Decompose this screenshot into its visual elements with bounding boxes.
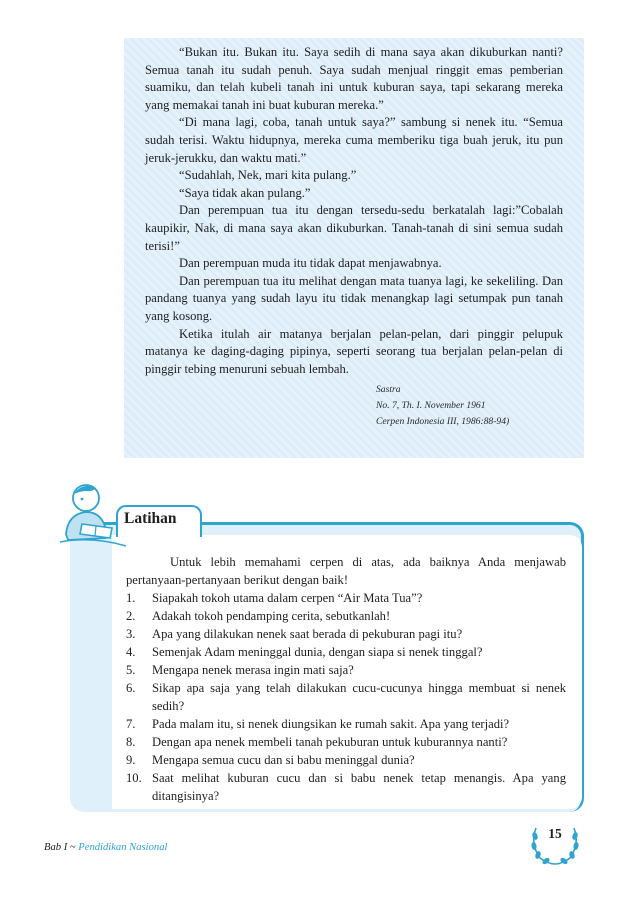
story-paragraph: Dan perempuan tua itu dengan tersedu-sedu berkatalah lagi:”Cobalah kaupikir, Nak, di mana saya akan dikuburkan. Tanah-tanah di sini semua sudah terisi!”: [145, 203, 563, 253]
source-line: Cerpen Indonesia III, 1986:88-94): [376, 416, 510, 427]
story-source: [376, 382, 509, 430]
page-footer: [44, 842, 167, 853]
question-text: Semenjak Adam meninggal dunia, dengan siapa si nenek tinggal?: [152, 645, 483, 659]
question-number: 1.: [126, 591, 136, 605]
question-text: Mengapa nenek merasa ingin mati saja?: [152, 663, 354, 677]
question-number: 10.: [126, 771, 142, 785]
question-text: Apa yang dilakukan nenek saat berada di pekuburan pagi itu?: [152, 627, 463, 641]
question-text: Sikap apa saja yang telah dilakukan cucu-cucunya hingga membuat si nenek sedih?: [152, 681, 566, 713]
question-item: [126, 679, 566, 715]
story-paragraph: “Di mana lagi, coba, tanah untuk saya?” sambung si nenek itu. “Semua sudah terisi. Waktu hidupnya, mereka cuma memberiku tiga buah jeruk, itu pun jeruk-jerukku, dan waktu mati.”: [145, 115, 563, 165]
chapter-label: Bab I ~: [44, 842, 79, 853]
source-line: Sastra: [376, 384, 401, 395]
question-item: [126, 769, 566, 805]
question-number: 3.: [126, 627, 136, 641]
question-item: [126, 625, 566, 643]
story-paragraph: “Sudahlah, Nek, mari kita pulang.”: [179, 168, 357, 183]
question-item: [126, 607, 566, 625]
question-text: Pada malam itu, si nenek diungsikan ke rumah sakit. Apa yang terjadi?: [152, 717, 510, 731]
story-paragraph: Dan perempuan muda itu tidak dapat menjawabnya.: [179, 256, 442, 271]
question-text: Dengan apa nenek membeli tanah pekuburan untuk kuburannya nanti?: [152, 735, 508, 749]
question-text: Mengapa semua cucu dan si babu meninggal dunia?: [152, 753, 415, 767]
question-number: 5.: [126, 663, 136, 677]
subject-label: Pendidikan Nasional: [78, 842, 168, 853]
question-item: [126, 643, 566, 661]
story-paragraph: “Bukan itu. Bukan itu. Saya sedih di mana saya akan dikuburkan nanti? Semua tanah itu sudah penuh. Saya sudah menjual ringgit emas pemberian suamiku, dan telah kubeli tanah ini untuk kuburan saya, tapi sekarang mereka yang memakai tanah ini buat kuburan mereka.”: [145, 45, 563, 112]
story-paragraph: Ketika itulah air matanya berjalan pelan-pelan, dari pinggir pelupuk matanya ke daging-daging pipinya, seperti seorang tua berjalan pelan-pelan di pinggir tebing menuruni sebuah lembah.: [145, 326, 563, 376]
question-text: Saat melihat kuburan cucu dan si babu nenek tetap menangis. Apa yang ditangisinya?: [152, 771, 566, 803]
question-text: Siapakah tokoh utama dalam cerpen “Air Mata Tua”?: [152, 591, 423, 605]
source-line: No. 7, Th. I. November 1961: [376, 400, 486, 411]
question-list: [126, 589, 566, 805]
question-number: 2.: [126, 609, 136, 623]
page-number: 15: [548, 826, 562, 841]
question-item: [126, 661, 566, 679]
question-number: 6.: [126, 681, 136, 695]
question-item: [126, 589, 566, 607]
question-number: 9.: [126, 753, 136, 767]
question-number: 8.: [126, 735, 136, 749]
exercise-intro: Untuk lebih memahami cerpen di atas, ada baiknya Anda menjawab pertanyaan-pertanyaan berikut dengan baik!: [126, 555, 566, 587]
story-text: [145, 44, 563, 378]
question-text: Adakah tokoh pendamping cerita, sebutkanlah!: [152, 609, 391, 623]
story-paragraph: “Saya tidak akan pulang.”: [179, 185, 311, 200]
section-title: Latihan: [124, 510, 177, 527]
question-item: [126, 751, 566, 769]
story-paragraph: Dan perempuan tua itu melihat dengan mata tuanya lagi, ke sekeliling. Dan pandang tuanya yang sudah layu itu tidak menangkap lagi setumpak pun tanah yang kosong.: [145, 273, 563, 323]
exercise-text: [126, 553, 566, 805]
question-item: [126, 715, 566, 733]
question-number: 4.: [126, 645, 136, 659]
question-item: [126, 733, 566, 751]
question-number: 7.: [126, 717, 136, 731]
